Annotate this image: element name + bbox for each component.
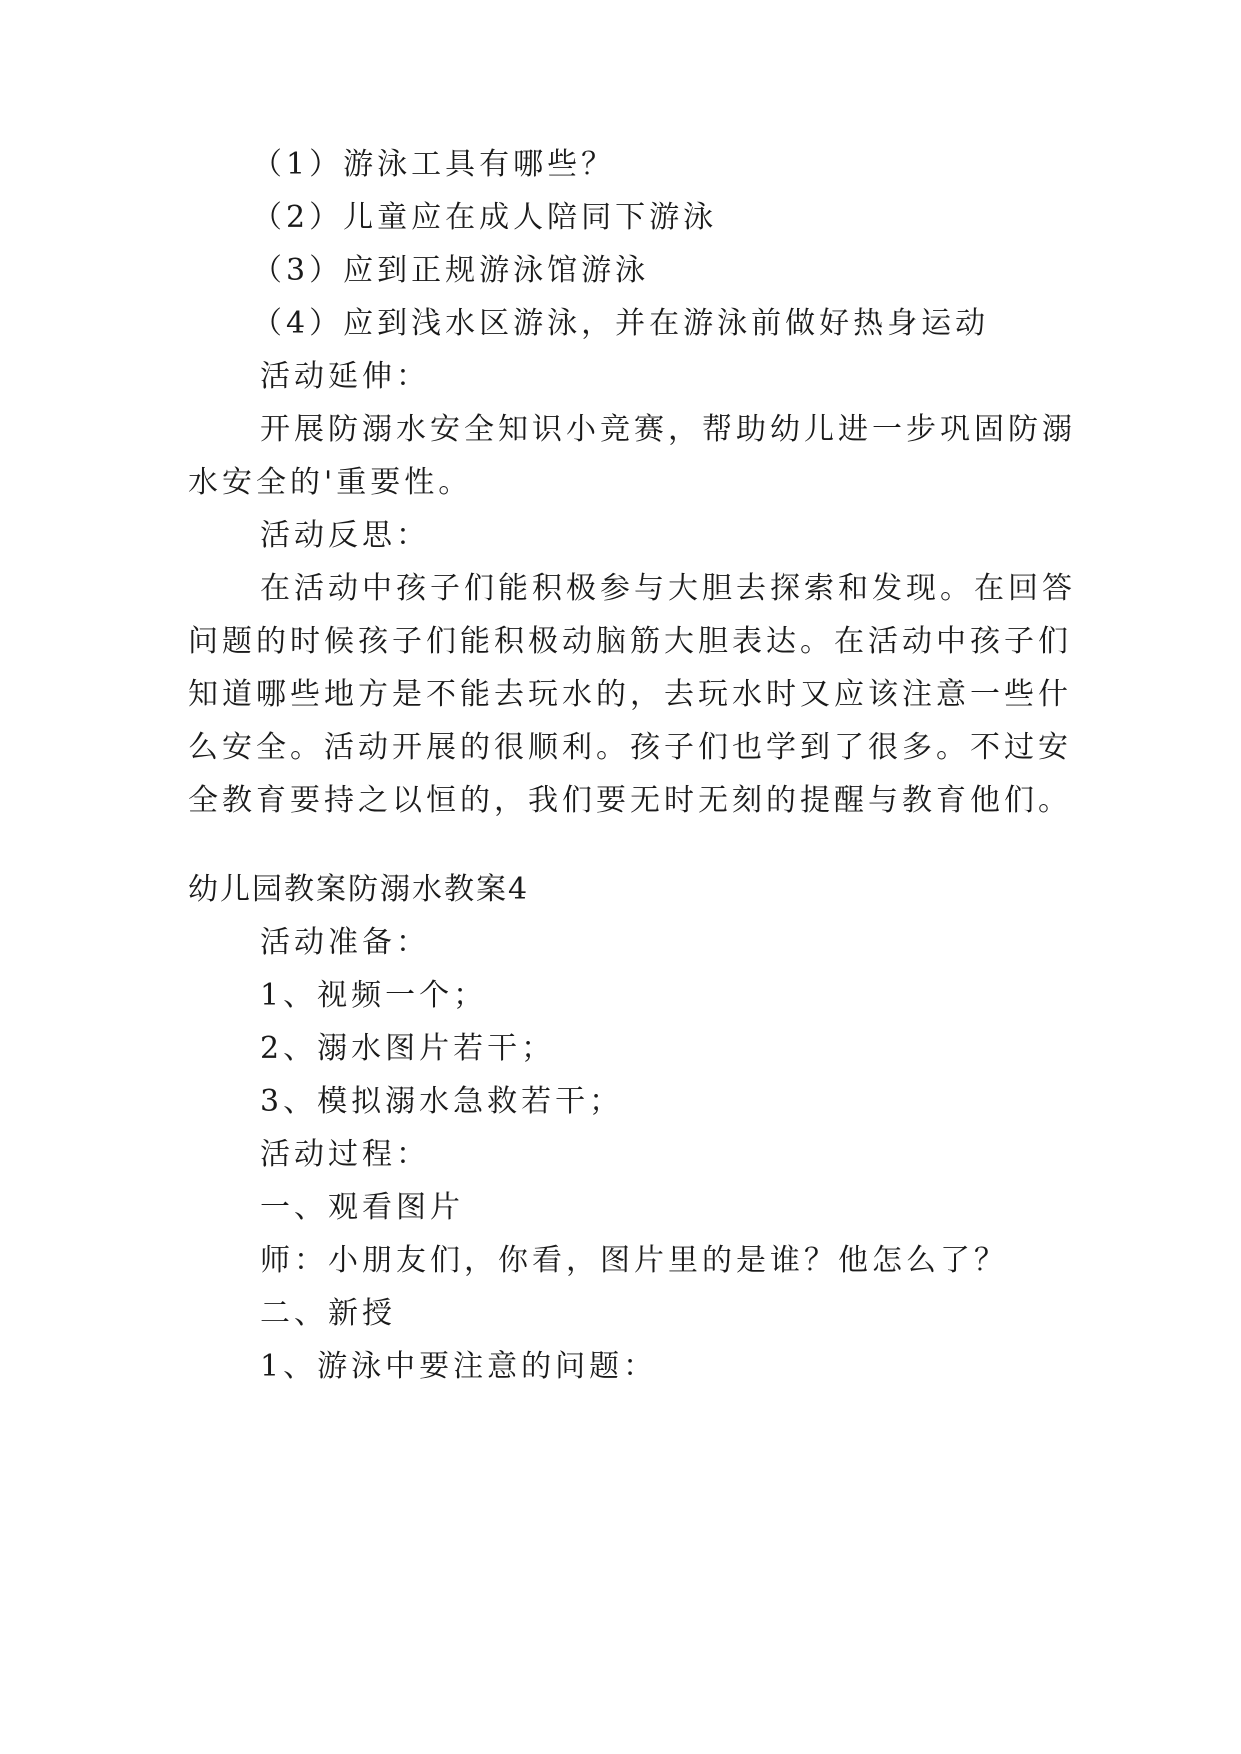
process-heading: 活动过程：	[260, 1137, 430, 1172]
extension-heading: 活动延伸：	[260, 359, 430, 394]
reflection-paragraph-line: 全教育要持之以恒的，我们要无时无刻的提醒与教育他们。	[188, 783, 1072, 818]
step1-heading: 一、观看图片	[260, 1190, 464, 1225]
reflection-heading: 活动反思：	[260, 518, 430, 553]
extension-paragraph-line: 水安全的'重要性。	[188, 465, 473, 500]
swim-point-3: （3）应到正规游泳馆游泳	[252, 253, 650, 288]
teacher-question: 师：小朋友们，你看，图片里的是谁？他怎么了？	[260, 1243, 1008, 1278]
reflection-paragraph-line: 知道哪些地方是不能去玩水的，去玩水时又应该注意一些什	[188, 677, 1072, 712]
step2-heading: 二、新授	[260, 1296, 396, 1331]
prep-item-2: 2、溺水图片若干；	[260, 1031, 556, 1066]
reflection-paragraph-line: 么安全。活动开展的很顺利。孩子们也学到了很多。不过安	[188, 730, 1072, 765]
extension-paragraph-line: 开展防溺水安全知识小竞赛，帮助幼儿进一步巩固防溺	[260, 412, 1076, 447]
swim-point-1: （1）游泳工具有哪些？	[252, 147, 616, 182]
section-title: 幼儿园教案防溺水教案4	[188, 872, 530, 907]
swim-point-4: （4）应到浅水区游泳，并在游泳前做好热身运动	[252, 306, 990, 341]
reflection-paragraph-line: 问题的时候孩子们能积极动脑筋大胆表达。在活动中孩子们	[188, 624, 1072, 659]
swim-point-2: （2）儿童应在成人陪同下游泳	[252, 200, 718, 235]
prep-item-1: 1、视频一个；	[260, 978, 488, 1013]
prep-item-3: 3、模拟溺水急救若干；	[260, 1084, 624, 1119]
prep-heading: 活动准备：	[260, 925, 430, 960]
reflection-paragraph-line: 在活动中孩子们能积极参与大胆去探索和发现。在回答	[260, 571, 1076, 606]
step2-item-1: 1、游泳中要注意的问题：	[260, 1349, 658, 1384]
